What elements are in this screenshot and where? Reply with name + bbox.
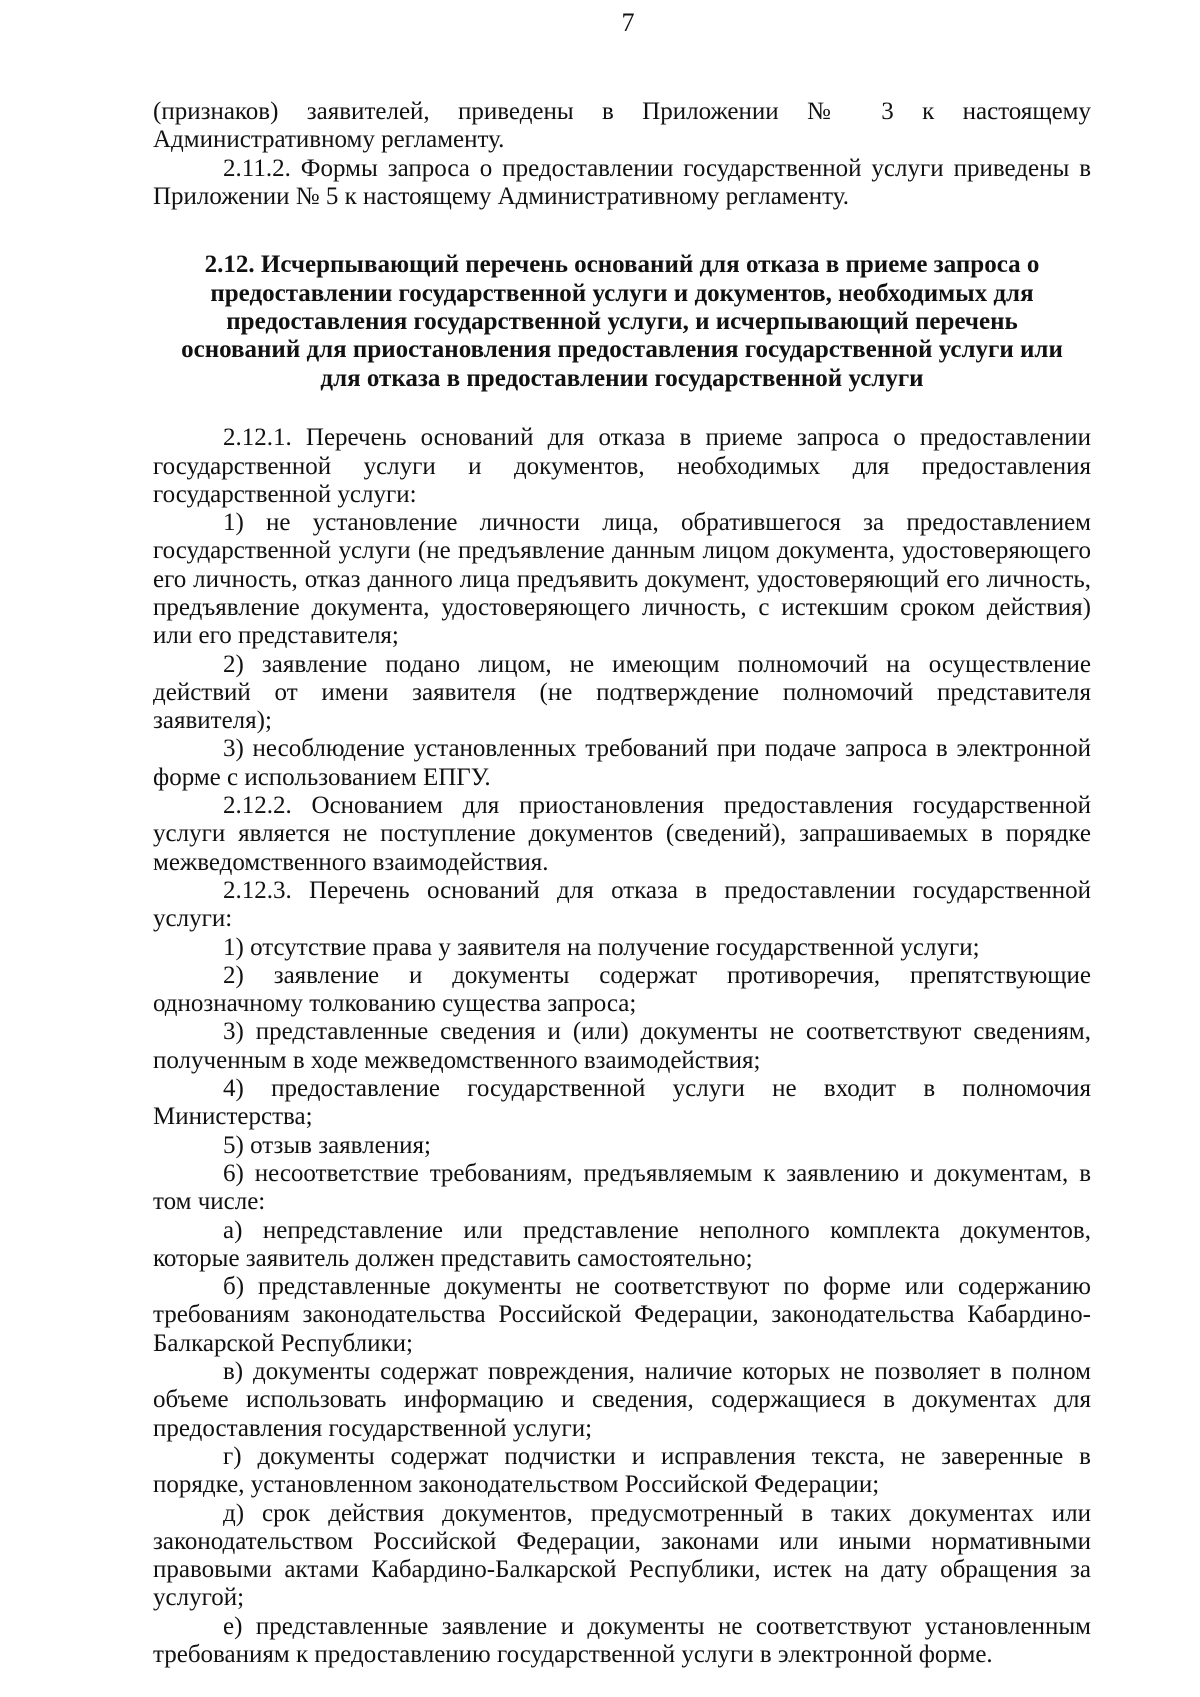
list-item-2-12-3-4: 4) предоставление государственной услуги не входит в полномочия Министерства; <box>153 1075 1091 1131</box>
list-item-2-12-3-1: 1) отсутствие права у заявителя на получение государственной услуги; <box>223 933 980 961</box>
list-item-2-12-3-5: 5) отзыв заявления; <box>223 1131 431 1159</box>
list-item-2-12-3-6: 6) несоответствие требованиям, предъявляемым к заявлению и документам, в том числе: <box>153 1159 1091 1216</box>
page-number: 7 <box>621 8 635 37</box>
paragraph-continuation: (признаков) заявителей, приведены в Приложении № 3 к настоящему Административному регламенту. <box>153 98 1091 154</box>
paragraph-2-11-2: 2.11.2. Формы запроса о предоставлении государственной услуги приведены в Приложении № 5 к настоящему Административному регламенту. <box>153 154 1091 210</box>
list-item-2-12-1-1: 1) не установление личности лица, обратившегося за предоставлением государственной услуги (не предъявление данным лицом документа, удостоверяющего его личность, отказ данного лица предъявить документ, удостоверяющий его личность, предъявление документа, удостоверяющего личность, с истекшим сроком действия) или его представителя; <box>153 509 1091 650</box>
paragraph-2-12-2: 2.12.2. Основанием для приостановления предоставления государственной услуги является не поступление документов (сведений), запрашиваемых в порядке межведомственного взаимодействия. <box>153 792 1091 876</box>
sub-item-g: г) документы содержат подчистки и исправления текста, не заверенные в порядке, установленном законодательством Российской Федерации; <box>153 1442 1091 1499</box>
list-item-2-12-3-2: 2) заявление и документы содержат противоречия, препятствующие однозначному толкованию существа запроса; <box>153 961 1091 1018</box>
list-item-2-12-1-2: 2) заявление подано лицом, не имеющим полномочий на осуществление действий от имени заявителя (не подтверждение полномочий представителя заявителя); <box>153 650 1091 735</box>
sub-item-d: д) срок действия документов, предусмотренный в таких документах или законодательством Российской Федерации, законами или иными нормативными правовыми актами Кабардино-Балкарской Республики, истек на дату обращения за услугой; <box>153 1499 1091 1612</box>
sub-item-v: в) документы содержат повреждения, наличие которых не позволяет в полном объеме использовать информацию и сведения, содержащиеся в документах для предоставления государственной услуги; <box>153 1358 1091 1442</box>
sub-item-e: е) представленные заявление и документы не соответствуют установленным требованиям к предоставлению государственной услуги в электронной форме. <box>153 1612 1091 1668</box>
paragraph-2-12-3: 2.12.3. Перечень оснований для отказа в предоставлении государственной услуги: <box>153 876 1091 933</box>
sub-item-b: б) представленные документы не соответствуют по форме или содержанию требованиям законодательства Российской Федерации, законодательства Кабардино-Балкарской Республики; <box>153 1273 1091 1357</box>
section-heading-2-12: 2.12. Исчерпывающий перечень оснований для отказа в приеме запроса о предоставлении государственной услуги и документов, необходимых для предоставления государственной услуги, и исчерпывающий перечень оснований для приостановления предоставления государственной услуги или для отказа в предоставлении государственной услуги <box>181 251 1063 392</box>
paragraph-2-12-1: 2.12.1. Перечень оснований для отказа в приеме запроса о предоставлении государственной услуги и документов, необходимых для предоставления государственной услуги: <box>153 424 1091 508</box>
list-item-2-12-1-3: 3) несоблюдение установленных требований при подаче запроса в электронной форме с использованием ЕПГУ. <box>153 735 1091 791</box>
sub-item-a: а) непредставление или представление неполного комплекта документов, которые заявитель должен представить самостоятельно; <box>153 1216 1091 1272</box>
document-body <box>153 98 1091 1669</box>
list-item-2-12-3-3: 3) представленные сведения и (или) документы не соответствуют сведениям, полученным в ходе межведомственного взаимодействия; <box>153 1018 1091 1074</box>
